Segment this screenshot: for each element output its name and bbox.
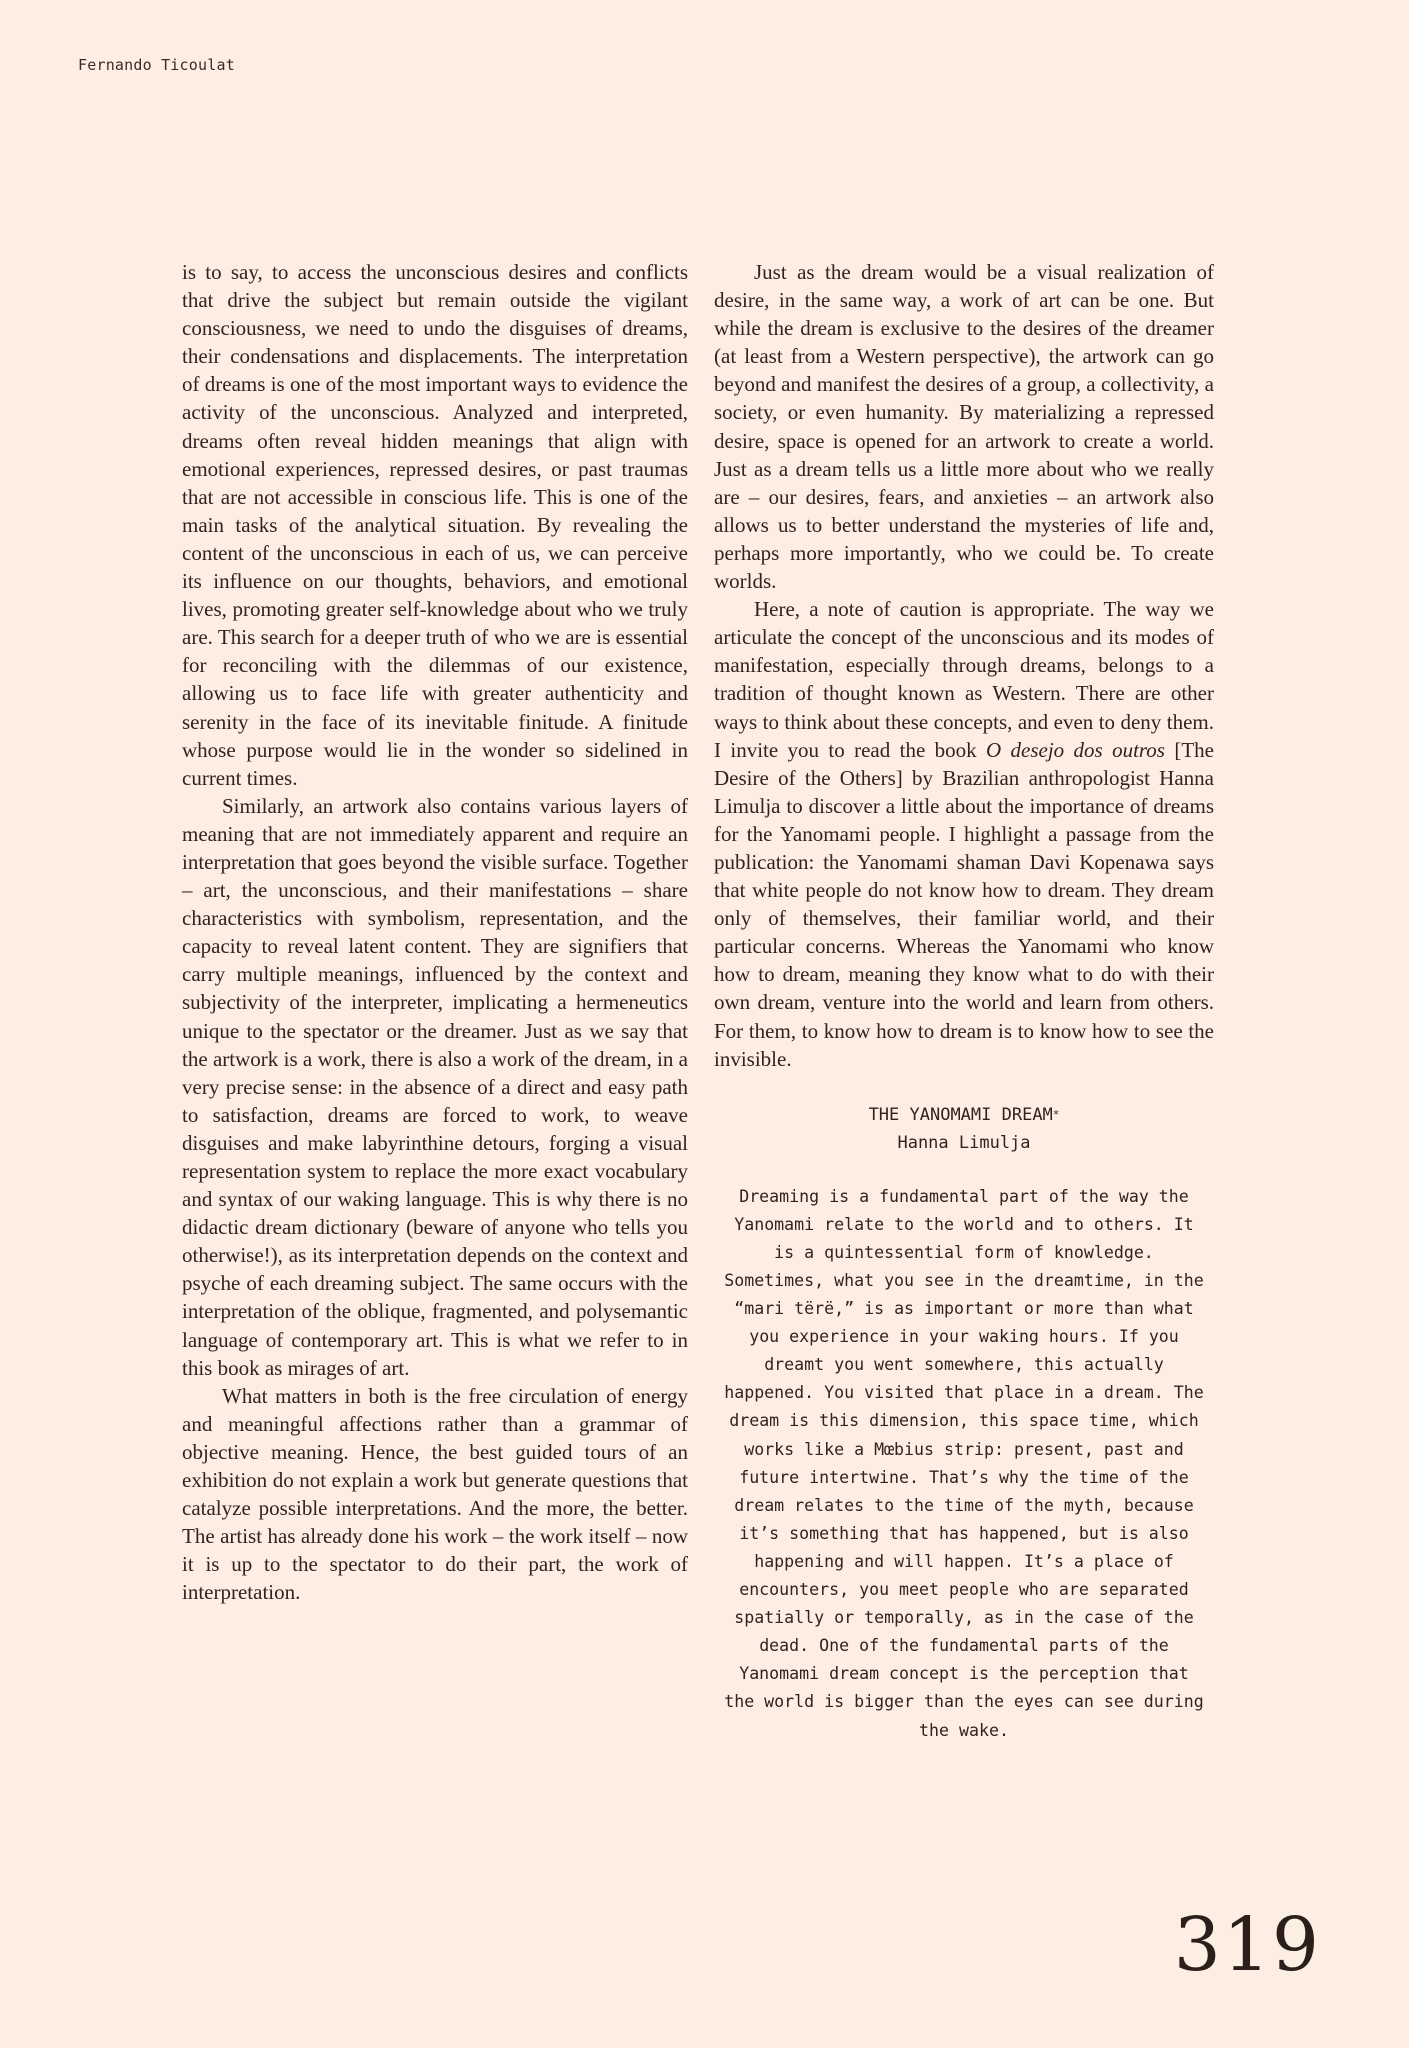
left-paragraph-2: Similarly, an artwork also contains various layers of meaning that are not immediately apparent and require an interpretation that goes beyond the visible surface. Together – art, the unconscious, and their manifestations – share characteristics with symbolism, representation, and the capacity to reveal latent content. They are signifiers that carry multiple meanings, influenced by the context and subjectivity of the interpreter, implicating a hermeneutics unique to the spectator or the dreamer. Just as we say that the artwork is a work, there is also a work of the dream, in a very precise sense: in the absence of a direct and easy path to satisfaction, dreams are forced to work, to weave disguises and make labyrinthine detours, forging a visual representation system to replace the more exact vocabulary and syntax of our waking language. This is why there is no didactic dream dictionary (beware of anyone who tells you otherwise!), as its interpretation depends on the context and psyche of each dreaming subject. The same occurs with the interpretation of the oblique, fragmented, and polysemantic language of contemporary art. This is what we refer to in this book as mirages of art. [182,793,688,1380]
left-paragraph-3: What matters in both is the free circulation of energy and meaningful affections rather than a grammar of objective meaning. Hence, the best guided tours of an exhibition do not explain a work but generate questions that catalyze possible interpretations. And the more, the better. The artist has already done his work – the work itself – now it is up to the spectator to do their part, the work of interpretation. [182,1383,688,1605]
sidebar-heading [714,1101,1214,1157]
right-text-column [714,258,1214,1745]
sidebar-author: Hanna Limulja [897,1132,1031,1153]
right-paragraph-1: Just as the dream would be a visual realization of desire, in the same way, a work of art can be one. But while the dream is exclusive to the desires of the dreamer (at least from a Western perspective), the artwork can go beyond and manifest the desires of a group, a collectivity, a society, or even humanity. By materializing a repressed desire, space is opened for an artwork to create a world. Just as a dream tells us a little more about who we really are – our desires, fears, and anxieties – an artwork also allows us to better understand the mysteries of life and, perhaps more importantly, who we could be. To create worlds. [714,260,1214,594]
page-number: 319 [1173,1902,1321,1988]
sidebar-title: THE YANOMAMI DREAM [868,1104,1053,1125]
right-paragraph-2 [714,595,1214,1073]
left-paragraph-1: is to say, to access the unconscious desires and conflicts that drive the subject but remain outside the vigilant consciousness, we need to undo the disguises of dreams, their condensations and displacements. The interpretation of dreams is one of the most important ways to evidence the activity of the unconscious. Analyzed and interpreted, dreams often reveal hidden meanings that align with emotional experiences, repressed desires, or past traumas that are not accessible in conscious life. This is one of the main tasks of the analytical situation. By revealing the content of the unconscious in each of us, we can perceive its influence on our thoughts, behaviors, and emotional lives, promoting greater self-knowledge about who we truly are. This search for a deeper truth of who we are is essential for reconciling with the dilemmas of our existence, allowing us to face life with greater authenticity and serenity in the face of its inevitable finitude. A finitude whose purpose would lie in the wonder so sidelined in current times. [182,260,688,790]
paragraph-text-before-title: Here, a note of caution is appropriate. The way we articulate the concept of the unconscious and its modes of manifestation, especially through dreams, belongs to a tradition of thought known as Western. There are other ways to think about these concepts, and even to deny them. I invite you to read the book [714,597,1214,762]
sidebar-quote: Dreaming is a fundamental part of the way the Yanomami relate to the world and to others. It is a quintessential form of knowledge. Sometimes, what you see in the dreamtime, in the “mari tërë,” is as important or more than what you experience in your waking hours. If you dreamt you went somewhere, this actually happened. You visited that place in a dream. The dream is this dimension, this space time, which works like a Mœbius strip: present, past and future intertwine. That’s why the time of the dream relates to the time of the myth, because it’s something that has happened, but is also happening and will happen. It’s a place of encounters, you meet people who are separated spatially or temporally, as in the case of the dead. One of the fundamental parts of the Yanomami dream concept is the perception that the world is bigger than the eyes can see during the wake. [724,1186,1204,1740]
footnote-marker: * [1052,1107,1060,1121]
book-title: O desejo dos outros [986,737,1165,762]
left-text-column [182,258,688,1607]
running-head: Fernando Ticoulat [78,56,235,74]
paragraph-text-after-title: [The Desire of the Others] by Brazilian anthropologist Hanna Limulja to discover a little about the importance of dreams for the Yanomami people. I highlight a passage from the publication: the Yanomami shaman Davi Kopenawa says that white people do not know how to dream. They dream only of themselves, their familiar world, and their particular concerns. Whereas the Yanomami who know how to dream, meaning they know what to do with their own dream, venture into the world and learn from others. For them, to know how to dream is to know how to see the invisible. [714,737,1214,1071]
